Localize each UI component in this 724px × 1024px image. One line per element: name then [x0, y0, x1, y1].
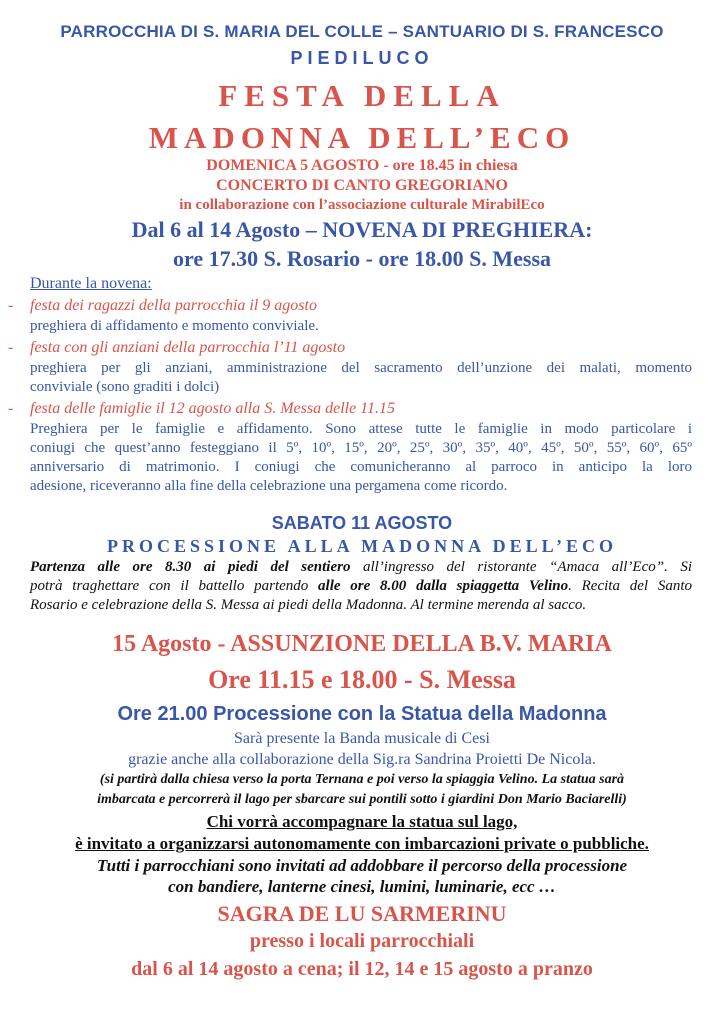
procession-boat-time: alle ore 8.00 dalla spiaggetta Velino [318, 578, 569, 594]
concert-date: DOMENICA 5 AGOSTO - ore 18.45 in chiesa [206, 157, 518, 174]
evening-procession: Ore 21.00 Processione con la Statua della Madonna [117, 703, 607, 725]
town-name: PIEDILUCO [290, 48, 434, 68]
novena-item-heading: festa delle famiglie il 12 agosto alla S. Messa delle 11.15 [30, 400, 395, 417]
concert-title: CONCERTO DI CANTO GREGORIANO [216, 177, 508, 194]
sagra-title: SAGRA DE LU SARMERINU [217, 901, 507, 926]
thanks-note: grazie anche alla collaborazione della Sig.ra Sandrina Proietti De Nicola. [128, 751, 596, 768]
sagra-dates: dal 6 al 14 agosto a cena; il 12, 14 e 15 agosto a pranzo [131, 958, 593, 980]
procession-text-line: Rosario e celebrazione della S. Messa ai piedi della Madonna. Al termine merenda al sacco. [30, 597, 587, 613]
assumption-mass-times: Ore 11.15 e 18.00 - S. Messa [208, 665, 516, 694]
procession-boat: potrà traghettare con il battello partendo [30, 578, 319, 594]
lake-invite: è invitato a organizzarsi autonomamente con imbarcazioni private o pubbliche. [75, 834, 649, 853]
concert-collaboration: in collaborazione con l’associazione culturale MirabilEco [179, 197, 545, 213]
parish-header: PARROCCHIA DI S. MARIA DEL COLLE – SANTUARIO DI S. FRANCESCO [60, 22, 664, 41]
novena-item-text: coniugi che quest’anno festeggiano il 5º, 10º, 15º, 20º, 25º, 30º, 35º, 40º, 45º, 50º, 55º, 60º, 65º [30, 440, 692, 456]
novena-item-text: conviviale (sono graditi i dolci) [30, 379, 220, 395]
novena-times: ore 17.30 S. Rosario - ore 18.00 S. Messa [172, 246, 552, 271]
decorate-invite: Tutti i parrocchiani sono invitati ad addobbare il percorso della processione [96, 856, 628, 875]
festival-title-line-2: MADONNA DELL’ECO [148, 120, 576, 155]
novena-item-heading: festa con gli anziani della parrocchia l’11 agosto [30, 339, 346, 356]
novena-item-text: adesione, riceveranno alla fine della celebrazione una pergamena come ricordo. [30, 478, 508, 494]
procession-text-line [30, 578, 692, 595]
procession-start: Partenza alle ore 8.30 ai piedi del sentiero [30, 559, 351, 575]
route-note: imbarcata e percorrerà il lago per sbarcare sui pontili sotto i giardini Don Mario Baciarelli) [97, 792, 627, 807]
lake-invite: Chi vorrà accompagnare la statua sul lago, [206, 812, 518, 831]
novena-title: Dal 6 al 14 Agosto – NOVENA DI PREGHIERA: [131, 217, 593, 242]
procession-text-line [30, 559, 692, 576]
bullet-dash: - [8, 400, 14, 417]
bullet-dash: - [8, 339, 14, 356]
novena-intro: Durante la novena: [30, 275, 152, 292]
bullet-dash: - [8, 297, 14, 314]
procession-start-place: all’ingresso del ristorante “Amaca all’Eco”. Si [350, 559, 692, 575]
novena-item-text: anniversario di matrimonio. I coniugi che comunicheranno al parroco in anticipo la loro [30, 459, 692, 475]
decorate-invite: con bandiere, lanterne cinesi, lumini, luminarie, ecc … [168, 877, 556, 896]
novena-item-heading: festa dei ragazzi della parrocchia il 9 agosto [30, 297, 317, 314]
route-note: (si partirà dalla chiesa verso la porta Ternana e poi verso la spiaggia Velino. La statua sarà [99, 772, 625, 787]
procession-title: PROCESSIONE ALLA MADONNA DELL’ECO [107, 536, 617, 556]
sagra-place: presso i locali parrocchiali [249, 930, 475, 952]
novena-item-text: preghiera per gli anziani, amministrazione del sacramento dell’unzione dei malati, momento [30, 360, 692, 376]
procession-rosary: . Recita del Santo [568, 578, 692, 594]
novena-item-text: Preghiera per le famiglie e affidamento. Sono attese tutte le famiglie in modo particolare i [30, 421, 692, 437]
festival-title-line-1: FESTA DELLA [218, 78, 506, 113]
band-note: Sarà presente la Banda musicale di Cesi [234, 730, 490, 747]
novena-item-text: preghiera di affidamento e momento conviviale. [30, 318, 319, 334]
assumption-title: 15 Agosto - ASSUNZIONE DELLA B.V. MARIA [112, 631, 612, 657]
procession-day: SABATO 11 AGOSTO [271, 513, 453, 533]
